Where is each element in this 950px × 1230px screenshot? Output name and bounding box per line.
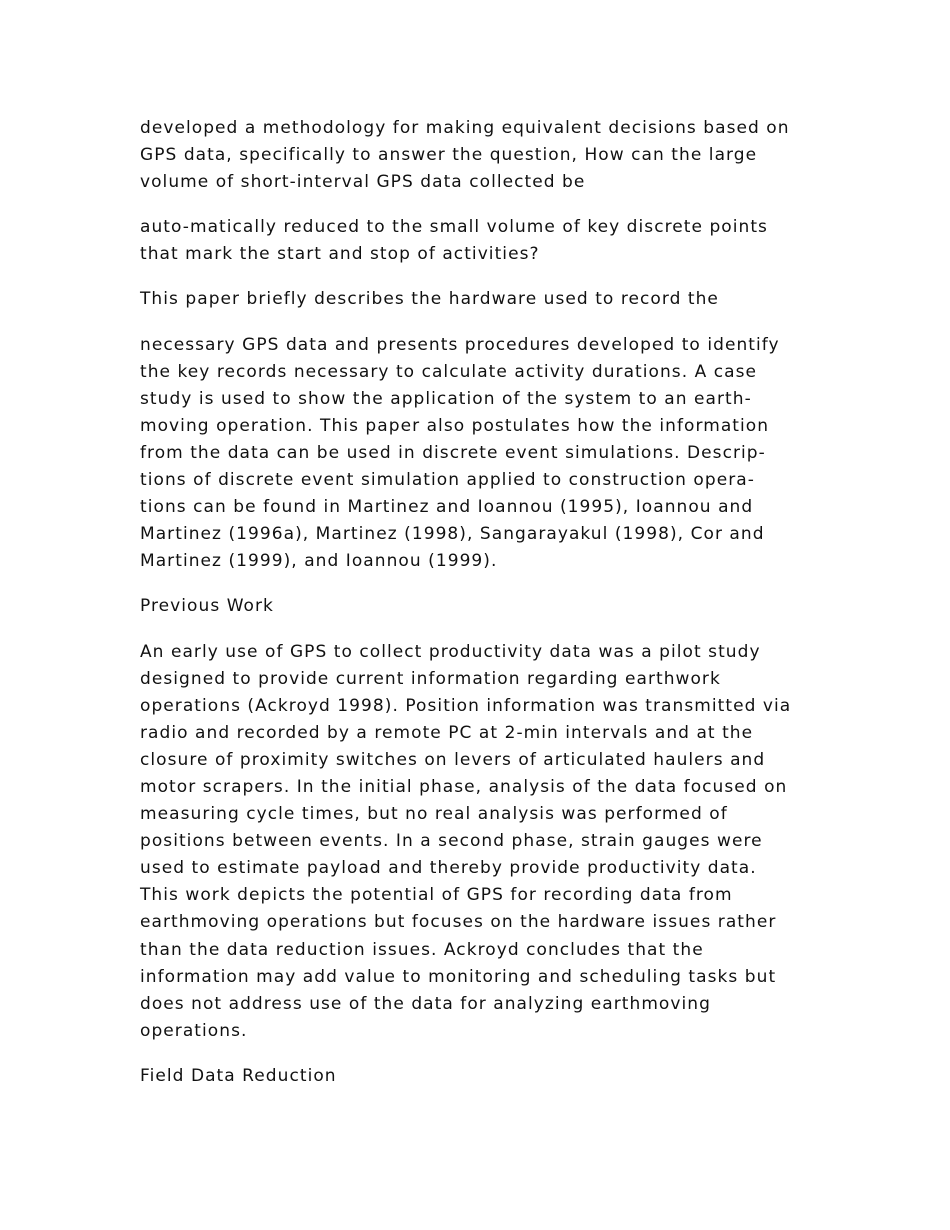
heading-text: Previous Work [140,596,274,617]
section-heading-field-data-reduction [140,1063,820,1090]
heading-text: Field Data Reduction [140,1065,337,1086]
section-heading-previous-work [140,593,820,620]
text-line: necessary GPS data and presents procedures developed to identify [140,334,780,355]
text-line: earthmoving operations but focuses on the hardware issues rather [140,912,777,933]
text-line: moving operation. This paper also postulates how the information [140,415,770,436]
paragraph [140,214,820,268]
text-line: that mark the start and stop of activities? [140,244,540,265]
text-line: volume of short-interval GPS data collected be [140,172,586,193]
text-line: operations (Ackroyd 1998). Position information was transmitted via [140,695,792,716]
text-line: than the data reduction issues. Ackroyd concludes that the [140,939,704,960]
paragraph [140,332,820,576]
text-line: An early use of GPS to collect productivity data was a pilot study [140,641,761,662]
text-line: tions can be found in Martinez and Ioannou (1995), Ioannou and [140,497,754,518]
paragraph [140,286,820,313]
text-line: GPS data, specifically to answer the question, How can the large [140,145,758,166]
text-line: Martinez (1996a), Martinez (1998), Sangarayakul (1998), Cor and [140,524,765,545]
document-page [140,115,820,1108]
text-line: This work depicts the potential of GPS for recording data from [140,885,733,906]
text-line: developed a methodology for making equivalent decisions based on [140,118,790,138]
text-line: tions of discrete event simulation applied to construction opera- [140,470,755,491]
text-line: closure of proximity switches on levers of articulated haulers and [140,749,766,770]
text-line: study is used to show the application of the system to an earth- [140,388,752,409]
paragraph [140,639,820,1045]
text-line: information may add value to monitoring and scheduling tasks but [140,966,777,987]
text-line: motor scrapers. In the initial phase, analysis of the data focused on [140,776,788,797]
text-line: auto-matically reduced to the small volume of key discrete points [140,217,768,238]
text-line: the key records necessary to calculate activity durations. A case [140,361,758,382]
text-line: from the data can be used in discrete event simulations. Descrip- [140,442,766,463]
text-line: This paper briefly describes the hardware used to record the [140,289,719,310]
text-line: designed to provide current information regarding earthwork [140,668,721,689]
text-line: positions between events. In a second phase, strain gauges were [140,831,763,852]
paragraph [140,115,820,196]
text-line: operations. [140,1020,248,1041]
text-line: does not address use of the data for analyzing earthmoving [140,993,711,1014]
text-line: radio and recorded by a remote PC at 2-min intervals and at the [140,722,754,743]
text-line: used to estimate payload and thereby provide productivity data. [140,858,757,879]
text-line: measuring cycle times, but no real analysis was performed of [140,804,728,825]
text-line: Martinez (1999), and Ioannou (1999). [140,551,498,572]
